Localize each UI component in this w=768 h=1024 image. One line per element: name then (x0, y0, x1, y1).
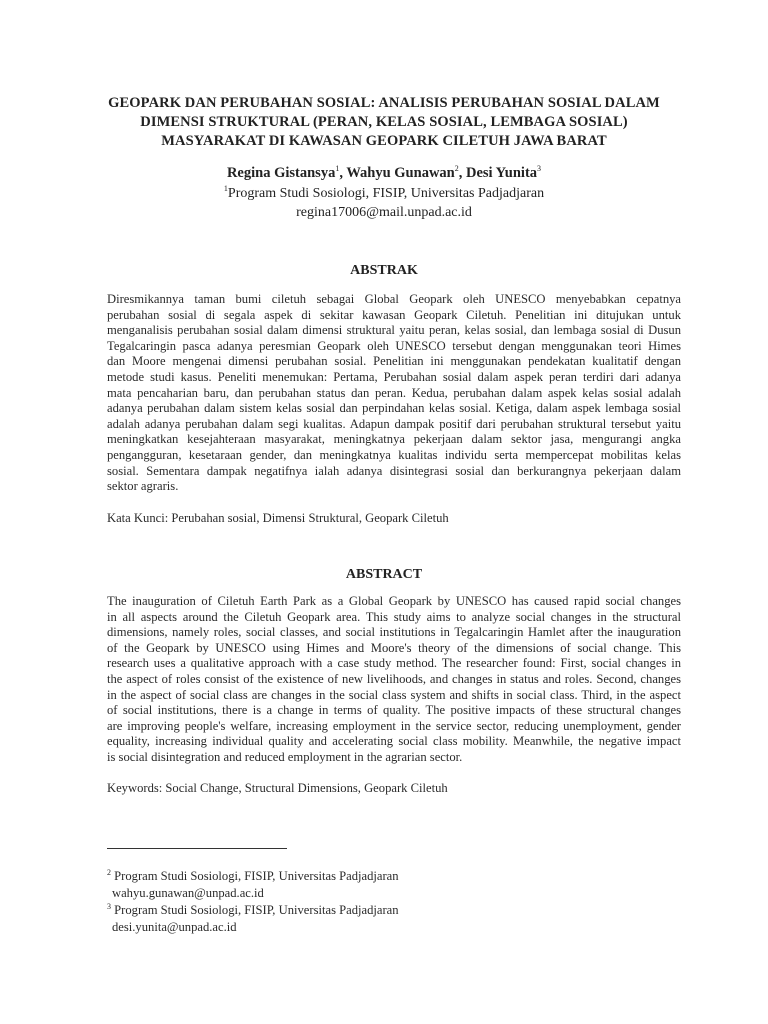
paper-title (90, 94, 678, 151)
abstract-body (107, 594, 681, 766)
text-line: adanya perubahan dalam sistem kelas sosial dan perpindahan kelas sosial. Ketiga, dalam aspek lembaga sosial (107, 401, 681, 416)
affiliation (0, 179, 768, 222)
author-separator: , (458, 165, 466, 181)
text-line: equality, increasing individual quality and accelerating social class mobility. Meanwhile, the negative impact (107, 734, 681, 749)
footnote-email[interactable]: desi.yunita@unpad.ac.id (112, 920, 237, 934)
text-line: research uses a qualitative approach with a case study method. The researcher found: First, social changes in (107, 656, 681, 671)
text-line: dimensions, namely roles, social classes, and social institutions in Tegalcaringin Hamlet after the inauguration (107, 625, 681, 640)
footnote-superscript: 2 (107, 868, 111, 877)
footnote-superscript: 3 (107, 902, 111, 911)
affiliation-superscript: 1 (223, 184, 228, 193)
text-line: dan Moore mengenai dimensi perubahan sosial. Penelitian ini menggunakan pendekatan kualitatif dengan (107, 354, 681, 369)
author-superscript: 1 (335, 164, 340, 173)
title-line: DIMENSI STRUKTURAL (PERAN, KELAS SOSIAL, LEMBAGA SOSIAL) (140, 114, 628, 130)
footnote-2 (107, 864, 681, 902)
affiliation-text: Program Studi Sosiologi, FISIP, Universitas Padjadjaran (227, 186, 545, 201)
title-line: GEOPARK DAN PERUBAHAN SOSIAL: ANALISIS PERUBAHAN SOSIAL DALAM (108, 95, 660, 111)
text-line: meningkatkan kesejahteraan masyarakat, meningkatnya pekerjaan dalam sektor jasa, mengurangi angka (107, 432, 681, 447)
text-line: mata pencaharian baru, dan perubahan status dan peran. Kedua, perubahan dalam aspek kelas sosial adalah (107, 385, 681, 400)
kata-kunci: Kata Kunci: Perubahan sosial, Dimensi Struktural, Geopark Ciletuh (107, 511, 449, 525)
text-line: The inauguration of Ciletuh Earth Park as a Global Geopark by UNESCO has caused rapid social changes (107, 594, 681, 608)
text-line: pengangguran, kesetaraan gender, dan meningkatnya kualitas individu serta mempercepat mobilitas kelas (107, 447, 681, 462)
abstrak-body (107, 292, 681, 495)
text-line: Diresmikannya taman bumi ciletuh sebagai Global Geopark oleh UNESCO menyebabkan cepatnya (107, 292, 681, 306)
footnote-email[interactable]: wahyu.gunawan@unpad.ac.id (112, 886, 264, 900)
text-line: in the aspect of social class are changes in the social class system and shifts in social class. Third, in the aspect (107, 687, 681, 702)
author-superscript: 3 (537, 164, 542, 173)
abstract-heading: ABSTRACT (345, 567, 423, 582)
text-line: perubahan sosial di segala aspek di sekitar kawasan Geopark Ciletuh. Penelitian ini ditujukan untuk (107, 307, 681, 322)
text-line: sosial. Sementara dampak negatifnya ialah adanya disintegrasi sosial dan berkurangnya pekerjaan dalam (107, 463, 681, 478)
keywords: Keywords: Social Change, Structural Dimensions, Geopark Ciletuh (107, 781, 448, 795)
text-line: is social disintegration and reduced employment in the agrarian sector. (107, 749, 463, 764)
author-superscript: 2 (454, 164, 459, 173)
text-line: are improving people's welfare, increasing employment in the service sector, reducing unemployment, gender (107, 718, 681, 733)
text-line: in all aspects around the Ciletuh Geopark area. This study aims to analyze social changes in the structural (107, 609, 681, 624)
text-line: metode studi kasus. Peneliti menemukan: Pertama, Perubahan sosial dalam aspek peran terdiri dari adanya (107, 369, 681, 384)
text-line: Tegalcaringin pasca adanya peresmian Geopark oleh UNESCO tersebut dengan menggunakan teori Himes (107, 338, 681, 353)
text-line: of social institutions, there is a change in terms of quality. The positive impacts of these structural changes (107, 703, 681, 718)
footnote-text: Program Studi Sosiologi, FISIP, Universitas Padjadjaran (114, 903, 399, 917)
corresponding-email[interactable]: regina17006@mail.unpad.ac.id (296, 205, 472, 220)
author-separator: , (339, 165, 347, 181)
footnote-divider (107, 848, 287, 849)
author-name: Regina Gistansya (226, 165, 336, 181)
footnote-text: Program Studi Sosiologi, FISIP, Universitas Padjadjaran (114, 869, 399, 883)
title-line: MASYARAKAT DI KAWASAN GEOPARK CILETUH JAWA BARAT (161, 133, 607, 149)
author-name: Desi Yunita (465, 165, 538, 181)
text-line: menganalisis perubahan sosial dalam dimensi struktural yaitu peran, kelas sosial, dan lembaga sosial di Dusun (107, 323, 681, 338)
abstrak-heading: ABSTRAK (350, 263, 418, 278)
text-line: sektor agraris. (107, 479, 179, 494)
text-line: of the Geopark by UNESCO using Himes and Moore's theory of the dimensions of social change. This (107, 640, 681, 655)
footnote-3 (107, 898, 681, 936)
text-line: the aspect of roles consist of the existence of new livelihoods, and changes in status and roles. Second, changes (107, 671, 681, 686)
text-line: adalah adanya perubahan dalam segi kualitas. Adapun dampak positif dari perubahan struktural tersebut yaitu (107, 416, 681, 431)
author-name: Wahyu Gunawan (346, 165, 455, 181)
